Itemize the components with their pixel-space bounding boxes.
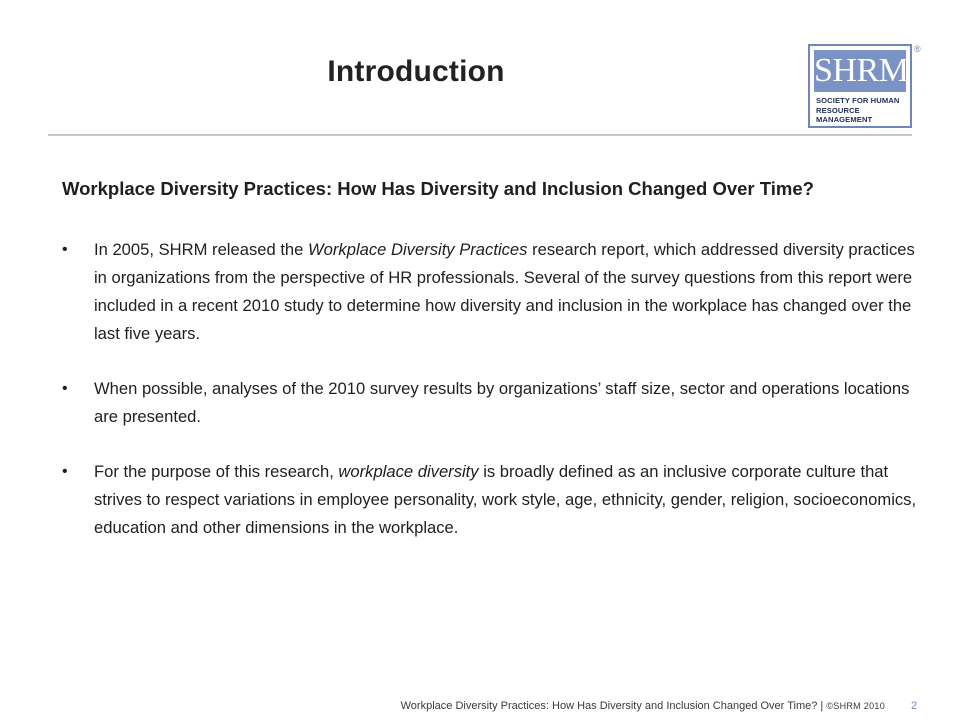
footer-text: Workplace Diversity Practices: How Has Diversity and Inclusion Changed Over Time? — [400, 700, 818, 712]
bullet-item — [62, 458, 924, 542]
bullet-text — [94, 462, 916, 537]
registered-mark-icon: ® — [914, 44, 921, 54]
footer-copyright: ©SHRM 2010 — [826, 701, 885, 711]
bullet-emphasis: workplace diversity — [338, 462, 479, 481]
bullet-text-part: When possible, analyses of the 2010 survey results by organizations’ staff size, sector and operations locations are presented. — [94, 379, 910, 426]
bullet-text-part: is broadly defined as an inclusive corporate culture that strives to respect variations in employee personality, work style, age, ethnicity, gender, religion, socioeconomics, education and other dimensions in the workplace. — [94, 462, 917, 537]
bullet-text-part: For the purpose of this research, — [94, 462, 339, 481]
shrm-logo — [808, 44, 922, 128]
header-divider — [48, 134, 912, 136]
bullet-dot-icon: • — [62, 380, 68, 397]
bullet-list — [62, 236, 924, 569]
slide-footer — [0, 699, 885, 713]
bullet-text-part: In 2005, SHRM released the — [94, 240, 308, 259]
bullet-dot-icon: • — [62, 241, 68, 258]
bullet-item — [62, 375, 924, 431]
shrm-logo-frame — [808, 44, 912, 128]
slide-subtitle: Workplace Diversity Practices: How Has Diversity and Inclusion Changed Over Time? — [62, 178, 814, 199]
bullet-item — [62, 236, 924, 348]
bullet-emphasis: Workplace Diversity Practices — [308, 240, 528, 259]
slide-title: Introduction — [327, 55, 505, 88]
page-number: 2 — [910, 700, 918, 712]
bullet-text-part: research report, which addressed diversity practices in organizations from the perspective of HR professionals. Several of the survey questions from this report were included in a recent 2010 study to determine how diversity and inclusion in the workplace has changed over the last five years. — [94, 240, 915, 343]
shrm-logo-wordmark: SHRM — [814, 50, 906, 92]
bullet-dot-icon: • — [62, 463, 68, 480]
footer-separator: | — [817, 700, 827, 712]
bullet-text — [94, 240, 915, 343]
bullet-text — [94, 379, 909, 426]
shrm-logo-tagline: SOCIETY FOR HUMAN RESOURCE MANAGEMENT — [816, 96, 900, 124]
